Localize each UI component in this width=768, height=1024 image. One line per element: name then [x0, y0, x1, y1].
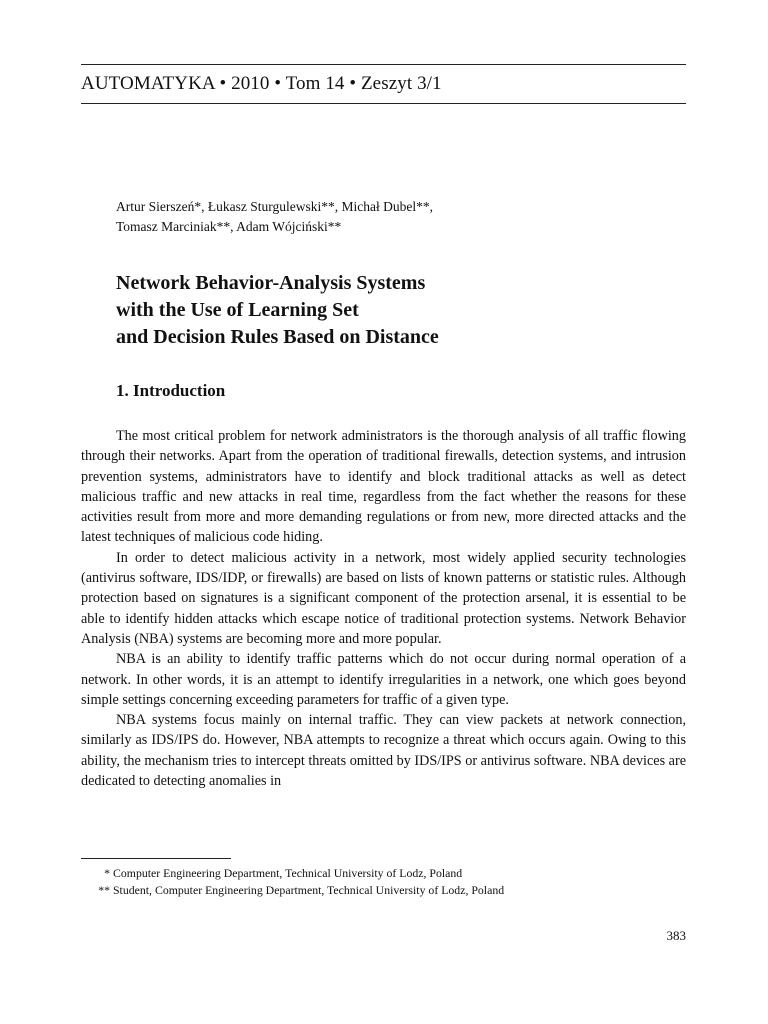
title-line: Network Behavior-Analysis Systems — [116, 272, 426, 294]
page-number: 383 — [666, 928, 686, 943]
footnote-mark: ** — [98, 882, 110, 897]
journal-header: AUTOMATYKA • 2010 • Tom 14 • Zeszyt 3/1 — [81, 73, 442, 94]
footnote — [81, 882, 686, 899]
author-line: Tomasz Marciniak**, Adam Wójciński** — [116, 219, 342, 234]
paragraph: In order to detect malicious activity in a network, most widely applied security technologies (antivirus software, IDS/IDP, or firewalls) are based on lists of known patterns or statistic rules. Although protection based on signatures is a significant component of the protection arsenal, it is essential to be able to identify hidden attacks which escape notice of traditional protection systems. Network Behavior Analysis (NBA) systems are becoming more and more popular. — [81, 549, 686, 647]
footnote-text: Student, Computer Engineering Department, Technical University of Lodz, Poland — [113, 882, 505, 897]
paragraph: NBA systems focus mainly on internal traffic. They can view packets at network connection, similarly as IDS/IPS do. However, NBA attempts to recognize a threat which occurs again. Owing to this ability, the mechanism tries to intercept threats omitted by IDS/IPS or antivirus software. NBA devices are dedicated to detecting anomalies in — [81, 712, 686, 790]
header-top-rule — [81, 64, 686, 65]
paragraph: The most critical problem for network administrators is the thorough analysis of all traffic flowing through their networks. Apart from the operation of traditional firewalls, detection systems, and intrusion prevention systems, administrators have to identify and block traditional attacks as well as detect malicious traffic and new attacks in real time, regardless from the fact whether the reasons for these activities result from more and more demanding regulations or from new, more directed attacks and the latest techniques of malicious code hiding. — [81, 428, 686, 546]
section-heading: 1. Introduction — [116, 381, 226, 400]
paragraph: NBA is an ability to identify traffic patterns which do not occur during normal operation of a network. In other words, it is an attempt to identify irregularities in a network, one which goes beyond simple settings concerning exceeding parameters for traffic of a given type. — [81, 651, 686, 708]
footnote-mark: * — [104, 866, 110, 880]
footnote-divider — [81, 858, 231, 859]
header-bottom-rule — [81, 103, 686, 104]
paper-title — [116, 270, 676, 351]
title-line: with the Use of Learning Set — [116, 299, 359, 321]
body-text — [81, 426, 686, 791]
footnote — [81, 865, 686, 882]
footnote-text: Computer Engineering Department, Technical University of Lodz, Poland — [113, 866, 463, 880]
footnotes — [81, 865, 686, 898]
author-list — [116, 197, 676, 237]
author-line: Artur Sierszeń*, Łukasz Sturgulewski**, Michał Dubel**, — [116, 199, 433, 214]
title-line: and Decision Rules Based on Distance — [116, 326, 439, 348]
